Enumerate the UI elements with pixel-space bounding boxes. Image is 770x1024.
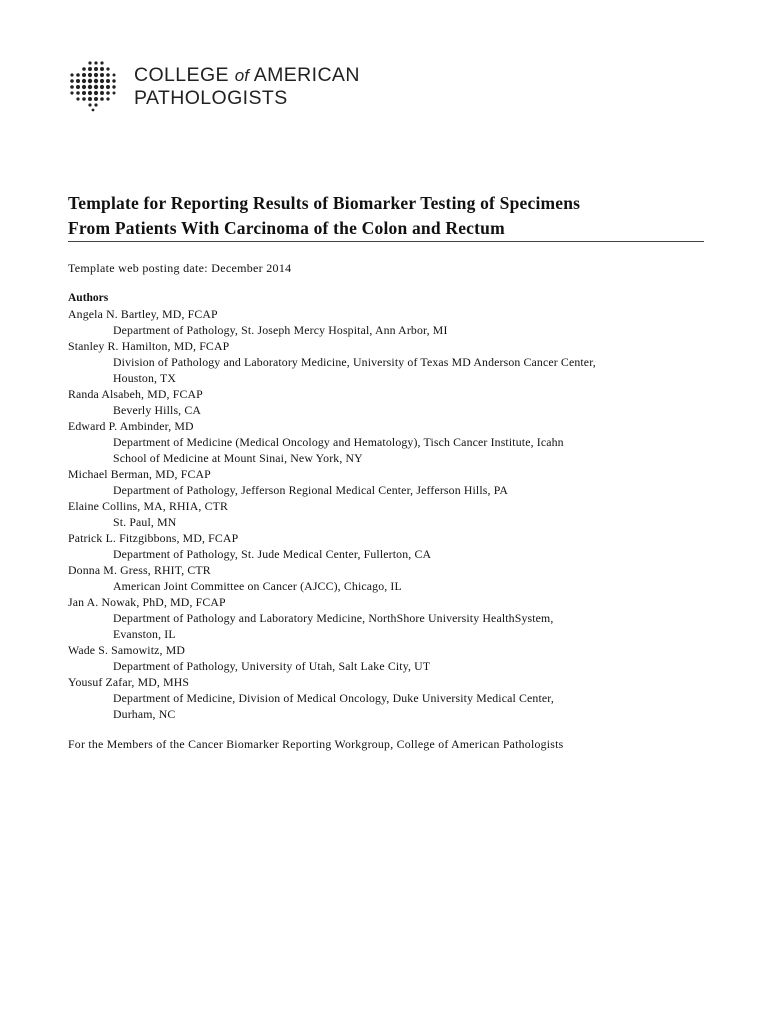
author-name: Patrick L. Fitzgibbons, MD, FCAP bbox=[68, 531, 239, 545]
author-name: Edward P. Ambinder, MD bbox=[68, 419, 194, 433]
author-affiliation: Houston, TX bbox=[113, 371, 177, 385]
author-affiliation: St. Paul, MN bbox=[113, 515, 177, 529]
workgroup-line: For the Members of the Cancer Biomarker Reporting Workgroup, College of American Pathologists bbox=[68, 737, 564, 751]
author-entry bbox=[68, 306, 708, 338]
author-name: Randa Alsabeh, MD, FCAP bbox=[68, 387, 203, 401]
author-name: Stanley R. Hamilton, MD, FCAP bbox=[68, 339, 230, 353]
author-entry bbox=[68, 418, 708, 466]
logo-word-american: AMERICAN bbox=[253, 64, 360, 86]
authors-heading: Authors bbox=[68, 292, 109, 304]
author-name: Yousuf Zafar, MD, MHS bbox=[68, 675, 190, 689]
title-line-2: From Patients With Carcinoma of the Colon and Rectum bbox=[68, 218, 505, 238]
author-name: Wade S. Samowitz, MD bbox=[68, 643, 186, 657]
title-divider bbox=[68, 241, 704, 242]
posting-date: Template web posting date: December 2014 bbox=[68, 261, 292, 275]
author-entry bbox=[68, 338, 708, 386]
author-affiliation: Durham, NC bbox=[113, 707, 176, 721]
author-name: Elaine Collins, MA, RHIA, CTR bbox=[68, 499, 229, 513]
title-line-1: Template for Reporting Results of Biomarker Testing of Specimens bbox=[68, 193, 581, 213]
author-entry bbox=[68, 466, 708, 498]
logo-word-of: of bbox=[234, 66, 249, 85]
author-affiliation: Evanston, IL bbox=[113, 627, 176, 641]
author-entry bbox=[68, 642, 708, 674]
author-affiliation: Beverly Hills, CA bbox=[113, 403, 202, 417]
author-name: Michael Berman, MD, FCAP bbox=[68, 467, 211, 481]
cap-logo bbox=[68, 60, 398, 112]
logo-word-college: COLLEGE bbox=[134, 64, 229, 86]
author-name: Angela N. Bartley, MD, FCAP bbox=[68, 307, 218, 321]
author-affiliation: Division of Pathology and Laboratory Medicine, University of Texas MD Anderson Cancer Center, bbox=[113, 355, 596, 369]
author-affiliation: Department of Medicine (Medical Oncology and Hematology), Tisch Cancer Institute, Icahn bbox=[113, 435, 564, 449]
author-entry bbox=[68, 498, 708, 530]
cap-logo-wordmark bbox=[134, 64, 360, 110]
author-affiliation: Department of Pathology, St. Jude Medical Center, Fullerton, CA bbox=[113, 547, 432, 561]
author-entry bbox=[68, 530, 708, 562]
author-name: Donna M. Gress, RHIT, CTR bbox=[68, 563, 211, 577]
logo-line-1 bbox=[134, 64, 360, 87]
author-affiliation: Department of Pathology and Laboratory Medicine, NorthShore University HealthSystem, bbox=[113, 611, 554, 625]
author-name: Jan A. Nowak, PhD, MD, FCAP bbox=[68, 595, 226, 609]
author-entry bbox=[68, 674, 708, 722]
author-affiliation: American Joint Committee on Cancer (AJCC), Chicago, IL bbox=[113, 579, 402, 593]
author-affiliation: School of Medicine at Mount Sinai, New York, NY bbox=[113, 451, 363, 465]
author-affiliation: Department of Pathology, University of Utah, Salt Lake City, UT bbox=[113, 659, 431, 673]
logo-line-2: PATHOLOGISTS bbox=[134, 87, 288, 109]
document-title bbox=[68, 191, 704, 241]
authors-list bbox=[68, 306, 708, 722]
cap-dot-matrix-logo-icon bbox=[68, 60, 120, 112]
author-entry bbox=[68, 562, 708, 594]
author-affiliation: Department of Pathology, St. Joseph Mercy Hospital, Ann Arbor, MI bbox=[113, 323, 448, 337]
author-affiliation: Department of Medicine, Division of Medical Oncology, Duke University Medical Center, bbox=[113, 691, 555, 705]
author-entry bbox=[68, 386, 708, 418]
author-entry bbox=[68, 594, 708, 642]
author-affiliation: Department of Pathology, Jefferson Regional Medical Center, Jefferson Hills, PA bbox=[113, 483, 509, 497]
